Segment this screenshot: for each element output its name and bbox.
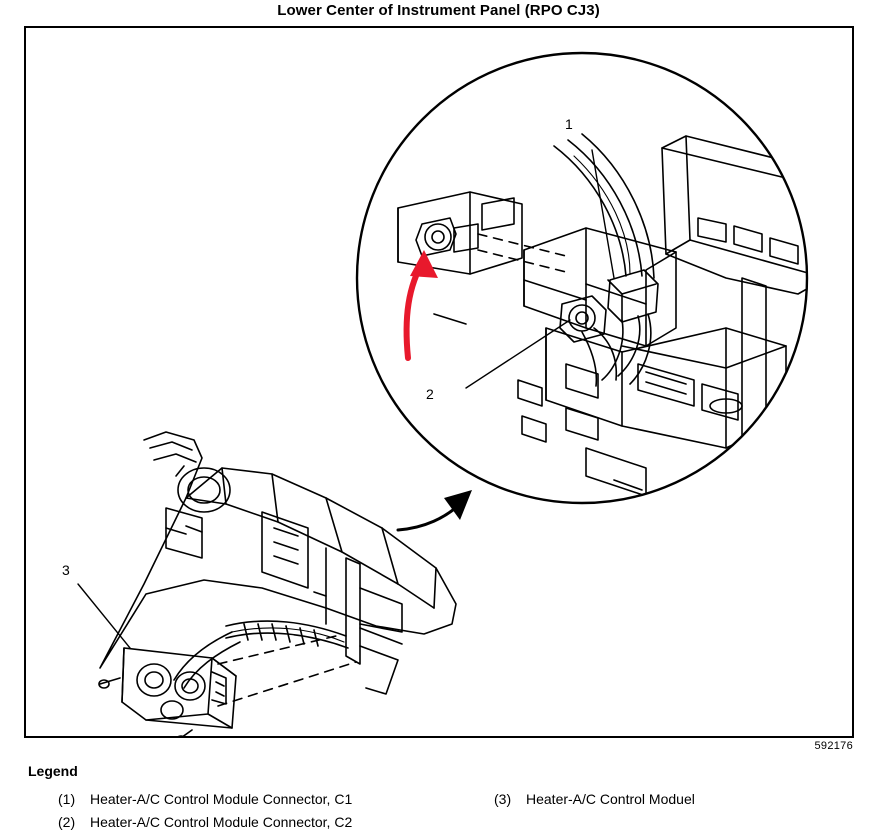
legend-item-text: Heater-A/C Control Moduel — [526, 791, 695, 807]
legend-item-text: Heater-A/C Control Module Connector, C2 — [90, 814, 353, 830]
instrument-panel-illustration — [26, 28, 852, 736]
legend-heading: Legend — [28, 763, 78, 779]
legend-column-right — [494, 789, 874, 812]
legend-item — [494, 789, 874, 810]
figure-frame — [24, 26, 854, 738]
legend-item-number: (2) — [58, 814, 76, 830]
legend-column-left — [58, 789, 488, 835]
legend-item — [58, 812, 488, 833]
legend-item-number: (3) — [494, 791, 512, 807]
callout-label-3: 3 — [62, 562, 70, 578]
callout-label-1: 1 — [565, 116, 573, 132]
page-title: Lower Center of Instrument Panel (RPO CJ3) — [277, 2, 600, 19]
install-direction-arrow — [407, 250, 438, 358]
legend-item — [58, 789, 488, 810]
figure-code: 592176 — [814, 740, 853, 752]
legend-item-number: (1) — [58, 791, 76, 807]
callout-label-2: 2 — [426, 386, 434, 402]
legend-item-text: Heater-A/C Control Module Connector, C1 — [90, 791, 353, 807]
